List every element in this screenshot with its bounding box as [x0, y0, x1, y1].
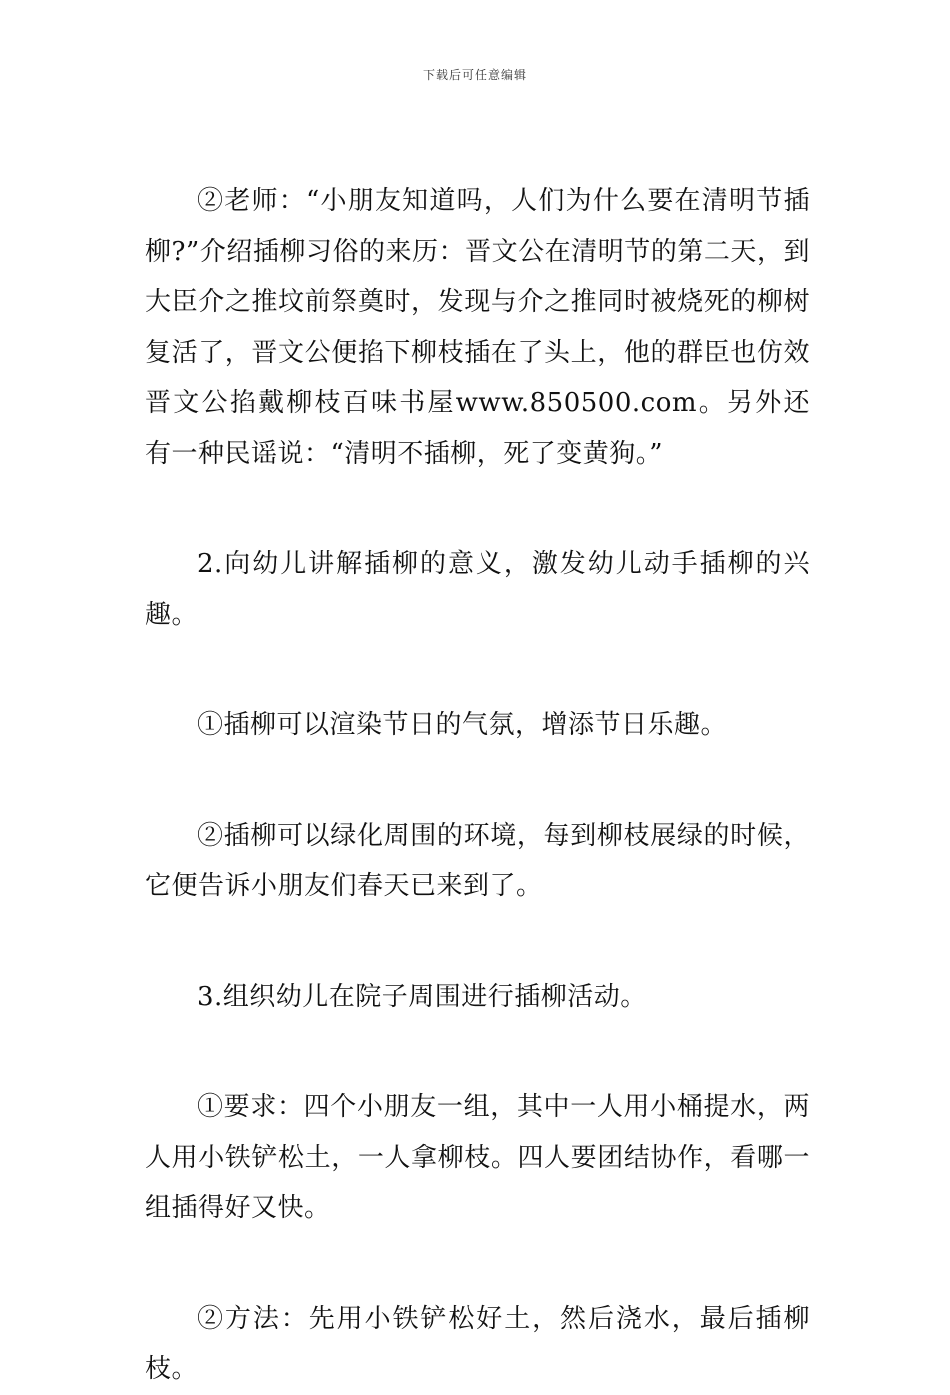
paragraph-teacher-explanation: ②老师：“小朋友知道吗，人们为什么要在清明节插柳?”介绍插柳习俗的来历：晋文公在清明节的第二天，到大臣介之推坟前祭奠时，发现与介之推同时被烧死的柳树复活了，晋文公便掐下柳枝插在了头上，他的群臣也仿效晋文公掐戴柳枝百味书屋www.850500.com。另外还有一种民谣说：“清明不插柳，死了变黄狗。”: [145, 186, 810, 469]
document-body: [145, 176, 810, 1395]
paragraph-method: ②方法：先用小铁铲松好土，然后浇水，最后插柳枝。: [145, 1303, 810, 1384]
paragraph-step-2: 2.向幼儿讲解插柳的意义，激发幼儿动手插柳的兴趣。: [145, 549, 810, 630]
paragraph-meaning-1: ①插柳可以渲染节日的气氛，增添节日乐趣。: [197, 710, 728, 740]
page-header-note: 下载后可任意编辑: [422, 68, 527, 82]
paragraph-step-3: 3.组织幼儿在院子周围进行插柳活动。: [197, 981, 647, 1012]
paragraph-requirement: ①要求：四个小朋友一组，其中一人用小桶提水，两人用小铁铲松土，一人拿柳枝。四人要团结协作，看哪一组插得好又快。: [145, 1092, 810, 1223]
paragraph-meaning-2: ②插柳可以绿化周围的环境，每到柳枝展绿的时候，它便告诉小朋友们春天已来到了。: [145, 820, 810, 901]
